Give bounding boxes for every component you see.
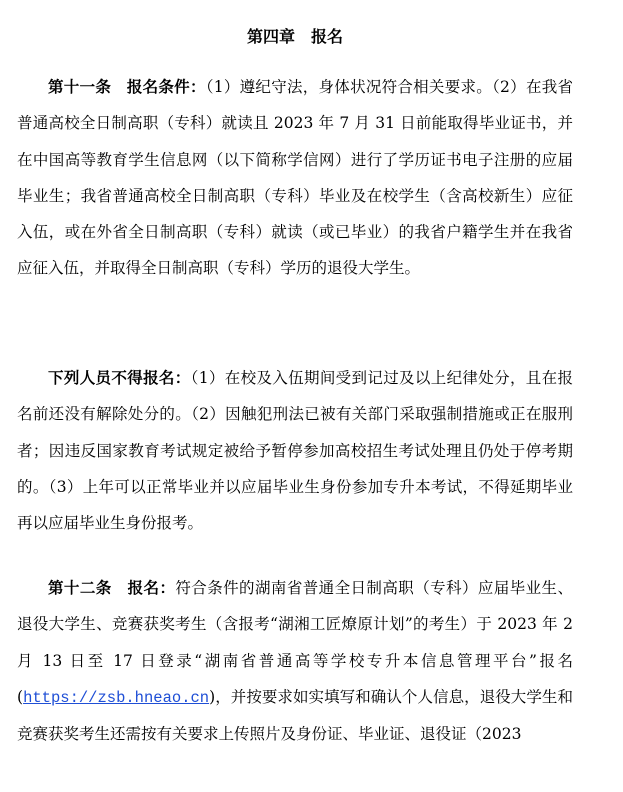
article-11-body: （1）遵纪守法，身体状况符合相关要求。（2）在我省普通高校全日制高职（专科）就读且 2023 年 7 月 31 日前能取得毕业证书，并在中国高等教育学生信息网（以下简称学信网）进行了学历证书电子注册的应届毕业生；我省普通高校全日制高职（专科）毕业及在校学生（含高校新生）应征入伍，或在外省全日制高职（专科）就读（或已毕业）的我省户籍学生并在我省应征入伍，并取得全日制高职（专科）学历的退役大学生。 xyxy=(17,78,573,278)
ineligible-body: （1）在校及入伍期间受到记过及以上纪律处分，且在报名前还没有解除处分的。（2）因触犯刑法已被有关部门采取强制措施或正在服刑者；因违反国家教育考试规定被给予暂停参加高校招生考试处理且仍处于停考期的。（3）上年可以正常毕业并以应届毕业生身份参加专升本考试，不得延期毕业再以应届毕业生身份报考。 xyxy=(17,369,573,533)
ineligible-paragraph xyxy=(17,360,573,541)
registration-link[interactable]: https://zsb.hneao.cn xyxy=(23,688,210,707)
article-12-heading: 第十二条 报名： xyxy=(48,579,176,597)
article-12-paragraph xyxy=(17,570,573,752)
article-12-body-before-link: 符合条件的湖南省普通全日制高职（专科）应届毕业生、退役大学生、竞赛获奖考生（含报考“湖湘工匠燎原计划”的考生）于 2023 年 2 月 13 日至 17 日登录“湖南省普通高等学校专升本信息管理平台”报名( xyxy=(17,579,573,706)
chapter-title: 第四章 报名 xyxy=(246,27,343,46)
article-12-body-after-link: )，并按要求如实填写和确认个人信息，退役大学生和竞赛获奖考生还需按有关要求上传照片及身份证、毕业证、退役证（2023 xyxy=(17,687,573,744)
ineligible-heading: 下列人员不得报名： xyxy=(48,369,191,387)
article-11-heading: 第十一条 报名条件： xyxy=(48,78,206,96)
article-11-paragraph xyxy=(17,69,573,287)
